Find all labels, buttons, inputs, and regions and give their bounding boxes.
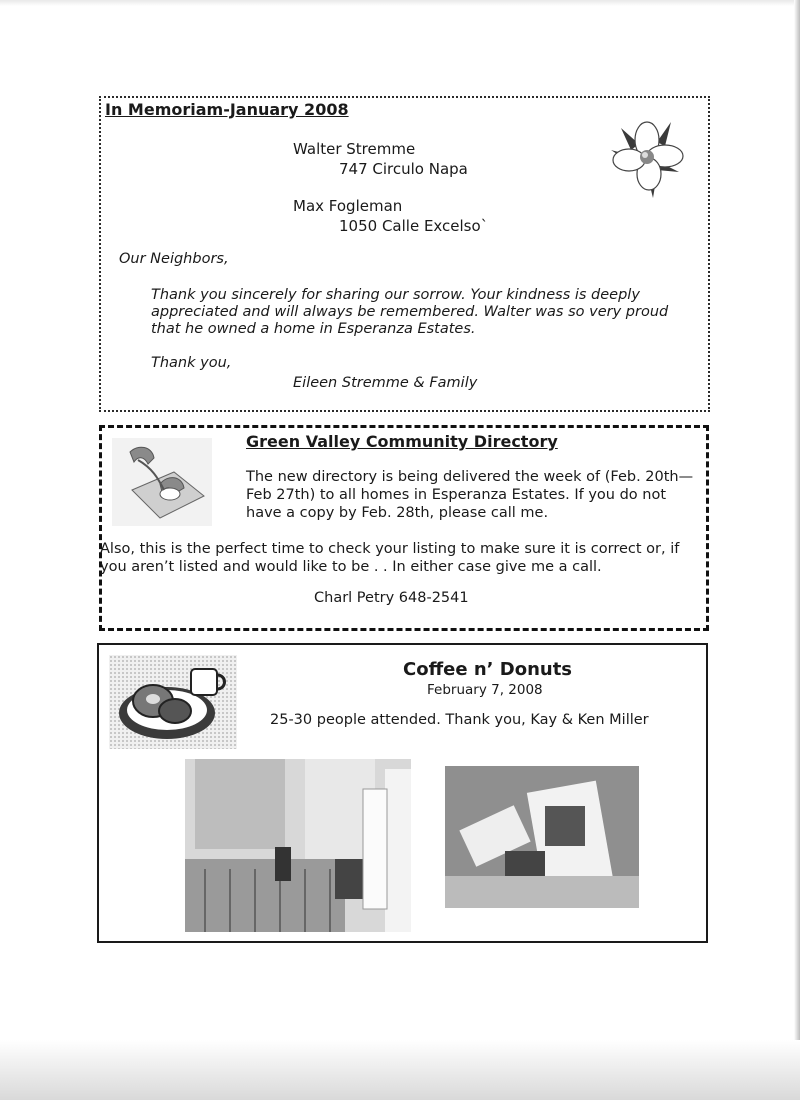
directory-note: Also, this is the perfect time to check your listing to make sure it is correct or, if you aren’t listed and would like to be . . In either case give me a call. <box>100 541 680 575</box>
salutation: Our Neighbors, <box>119 251 229 267</box>
event-photo <box>445 766 639 908</box>
event-photo <box>185 759 411 932</box>
person-address: 747 Circulo Napa <box>339 160 468 178</box>
coffee-attendance: 25-30 people attended. Thank you, Kay & Ken Miller <box>270 712 649 728</box>
coffee-box <box>97 643 708 943</box>
person-address: 1050 Calle Excelso` <box>339 217 489 235</box>
person-name: Walter Stremme <box>293 140 416 158</box>
closing: Thank you, <box>151 355 232 371</box>
signature: Eileen Stremme & Family <box>293 375 478 391</box>
person-name: Max Fogleman <box>293 197 403 215</box>
directory-box <box>99 425 709 631</box>
coffee-donut-icon <box>109 655 237 749</box>
memoriam-box <box>99 96 710 412</box>
directory-message: The new directory is being delivered the week of (Feb. 20th—Feb 27th) to all homes in Esperanza Estates. If you do not have a copy by Feb. 28th, please call me. <box>246 469 694 521</box>
directory-title: Green Valley Community Directory <box>246 432 558 451</box>
coffee-title: Coffee n’ Donuts <box>403 659 573 680</box>
memoriam-title: In Memoriam-January 2008 <box>105 100 349 119</box>
page-shadow-bottom <box>0 1040 800 1100</box>
page-shadow <box>0 0 800 6</box>
telephone-icon <box>112 438 212 526</box>
directory-contact: Charl Petry 648-2541 <box>314 590 469 606</box>
flower-icon <box>601 110 693 202</box>
coffee-date: February 7, 2008 <box>427 682 543 698</box>
memoriam-message: Thank you sincerely for sharing our sorrow. Your kindness is deeply appreciated and will always be remembered. Walter was so very proud that he owned a home in Esperanza Estates. <box>151 287 669 337</box>
page-edge <box>794 0 800 1100</box>
